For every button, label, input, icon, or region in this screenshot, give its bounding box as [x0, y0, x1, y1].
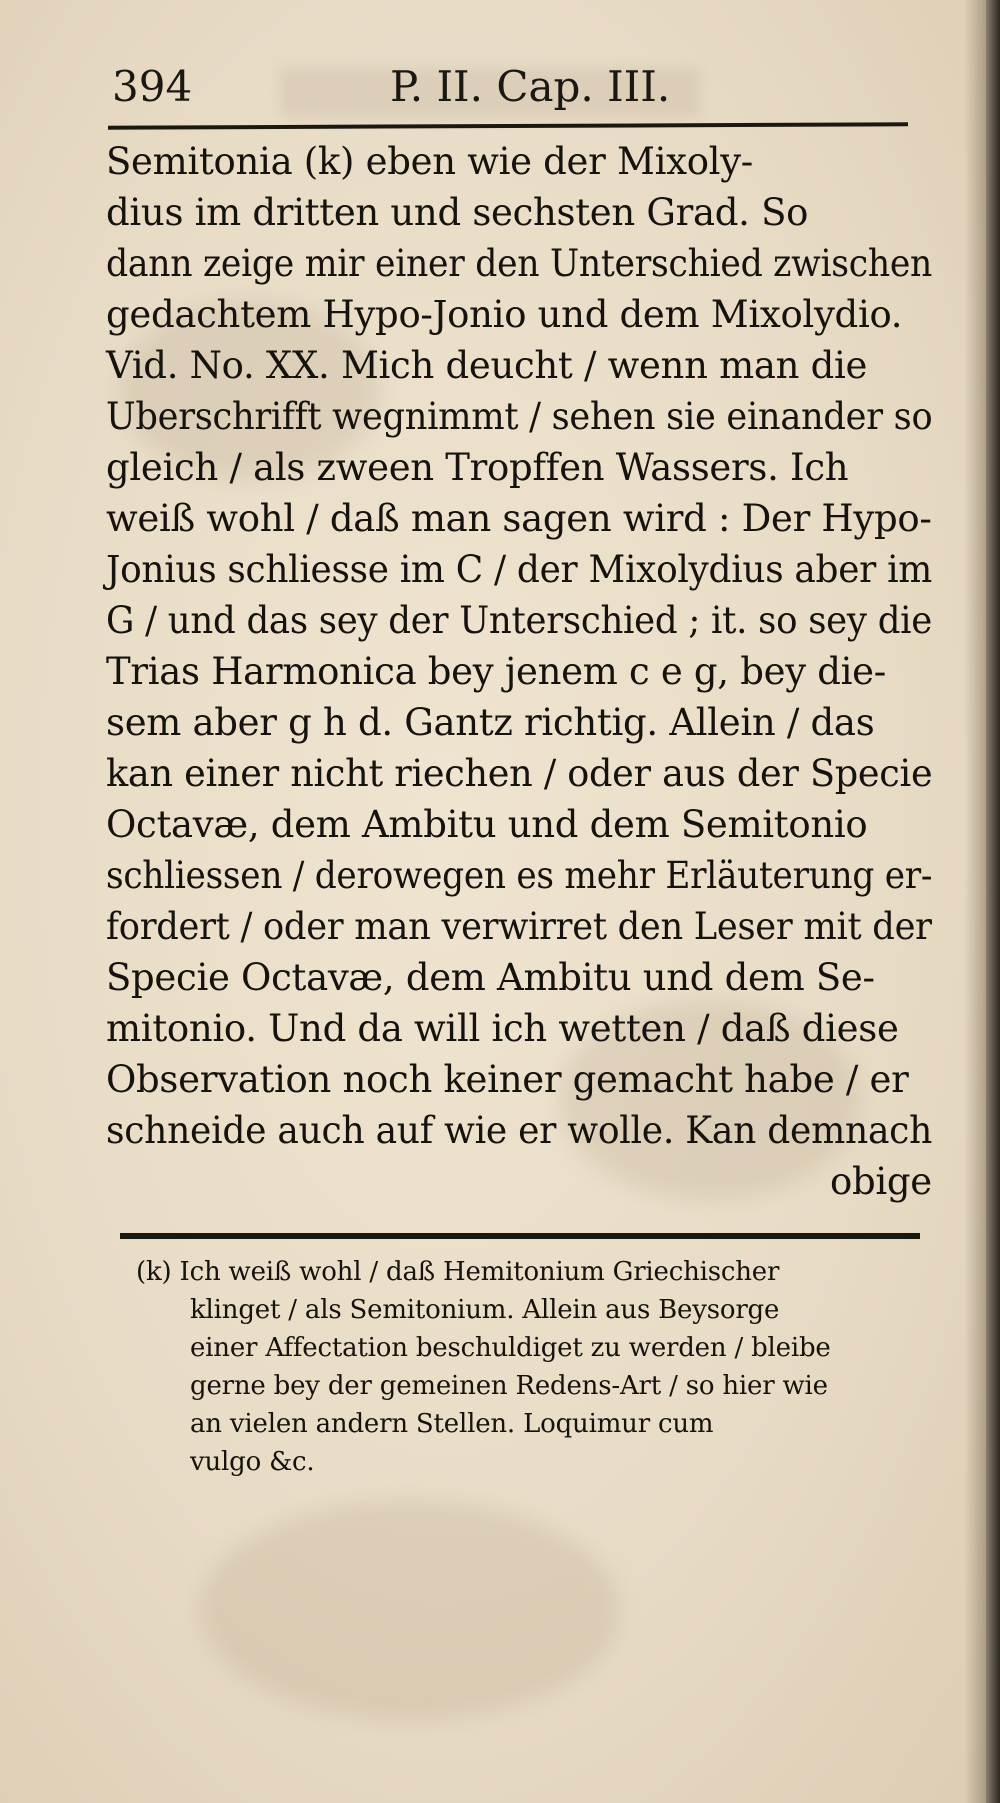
footnote-line: vulgo &c. [190, 1447, 315, 1477]
footnote-line: (k) Ich weiß wohl / daß Hemitonium Griechischer [136, 1257, 780, 1287]
page-gutter-shadow [964, 0, 986, 1803]
footnote-line: einer Affectation beschuldiget zu werden / bleibe [190, 1333, 831, 1363]
page-number: 394 [112, 62, 193, 111]
text-line: G / und das sey der Unterschied ; it. so sey die [106, 599, 932, 642]
footnote-rule [120, 1233, 920, 1239]
footnote-line: an vielen andern Stellen. Loquimur cum [190, 1409, 714, 1439]
text-line: weiß wohl / daß man sagen wird : Der Hypo- [106, 497, 932, 540]
header-rule [108, 122, 908, 129]
text-line: Uberschrifft wegnimmt / sehen sie einander so [106, 395, 933, 438]
text-line: schneide auch auf wie er wolle. Kan demnach [106, 1109, 933, 1152]
footnote-line: klinget / als Semitonium. Allein aus Beysorge [190, 1295, 780, 1325]
text-line: sem aber g h d. Gantz richtig. Allein / das [106, 701, 875, 744]
text-line: gedachtem Hypo-Jonio und dem Mixolydio. [106, 293, 903, 336]
footnote-line: gerne bey der gemeinen Redens-Art / so hier wie [190, 1371, 828, 1401]
footnote [136, 1254, 936, 1534]
main-text [106, 136, 946, 1216]
text-line: mitonio. Und da will ich wetten / daß diese [106, 1007, 899, 1050]
text-line: gleich / als zween Tropffen Wassers. Ich [106, 446, 849, 489]
text-line: Octavæ, dem Ambitu und dem Semitonio [106, 803, 868, 846]
text-line: dann zeige mir einer den Unterschied zwischen [106, 242, 933, 285]
text-line: Trias Harmonica bey jenem c e g, bey die- [106, 650, 886, 693]
text-line: Semitonia (k) eben wie der Mixoly- [106, 140, 754, 183]
text-line: kan einer nicht riechen / oder aus der Specie [106, 752, 933, 795]
text-line: Jonius schliesse im C / der Mixolydius aber im [106, 548, 933, 591]
chapter-heading: P. II. Cap. III. [390, 62, 671, 111]
text-line: fordert / oder man verwirret den Leser mit der [106, 905, 932, 948]
text-line: schliessen / derowegen es mehr Erläuterung er- [106, 854, 933, 897]
text-line: dius im dritten und sechsten Grad. So [106, 191, 809, 234]
text-line: Specie Octavæ, dem Ambitu und dem Se- [106, 956, 875, 999]
catchword: obige [830, 1160, 932, 1203]
text-line: Vid. No. XX. Mich deucht / wenn man die [106, 344, 868, 387]
text-line: Observation noch keiner gemacht habe / er [106, 1058, 909, 1101]
running-head [112, 62, 912, 122]
book-edge [986, 0, 1000, 1803]
